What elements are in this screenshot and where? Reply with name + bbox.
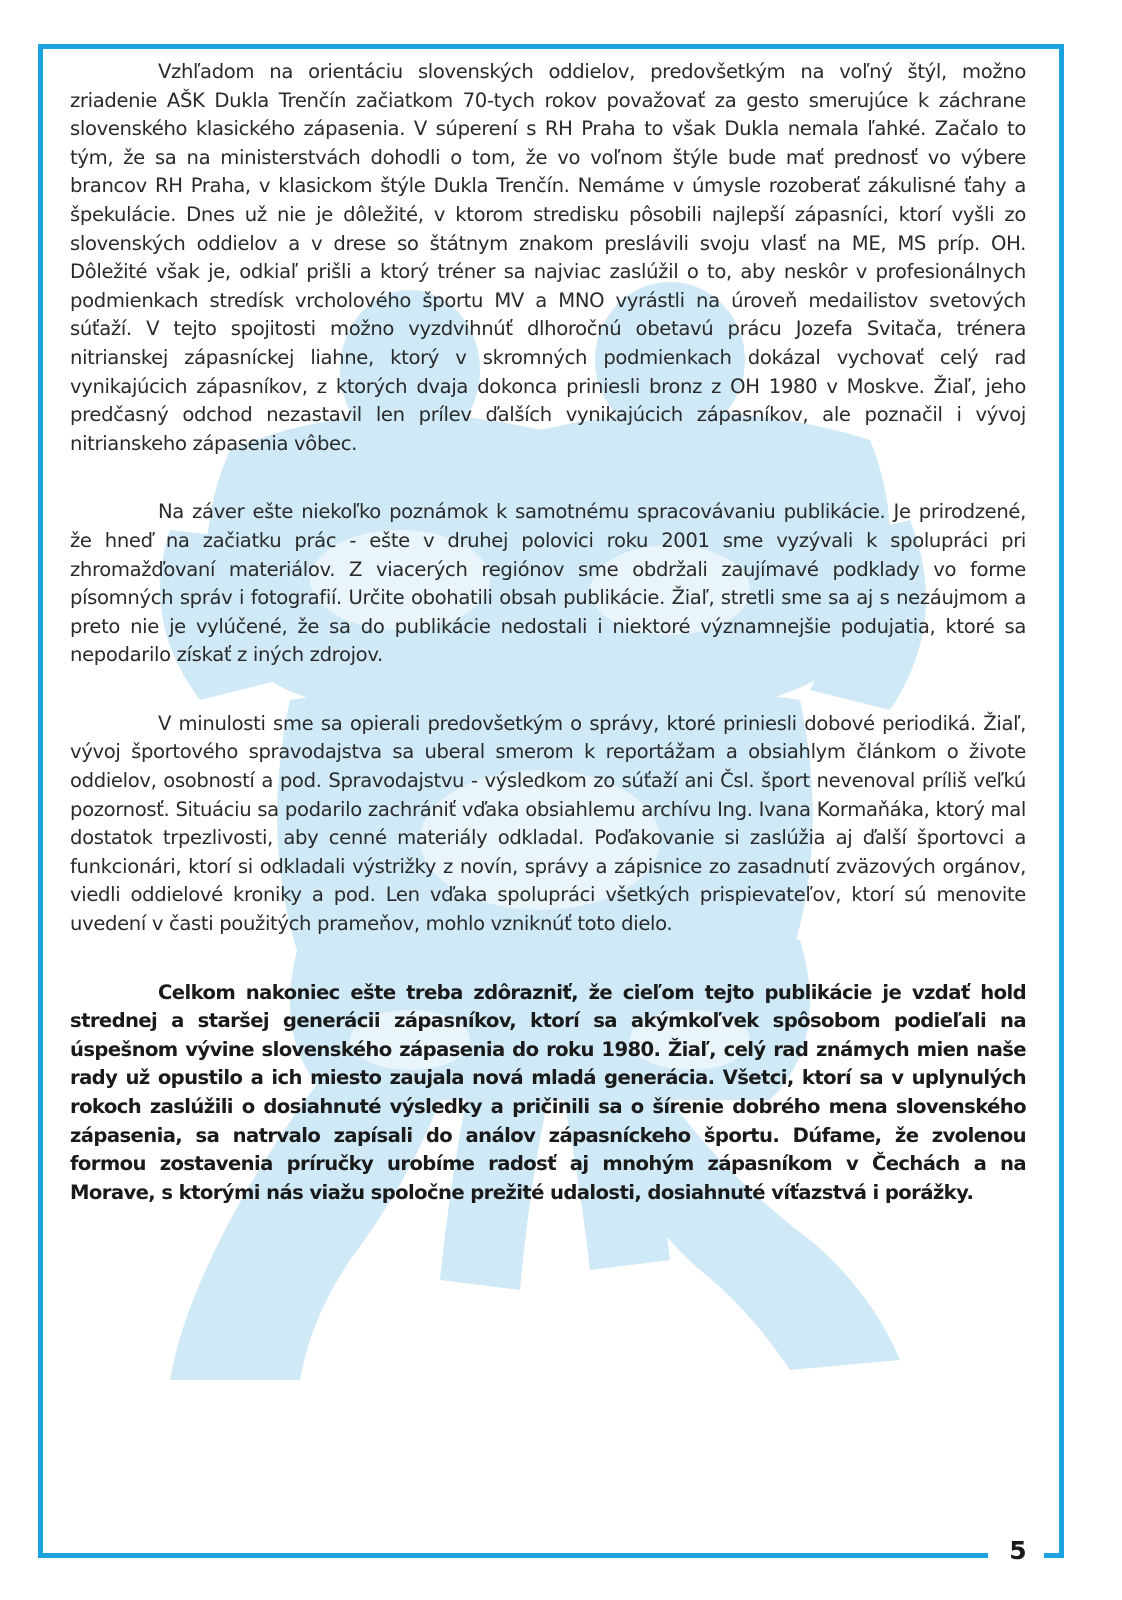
footer-rule-left — [38, 1553, 988, 1558]
paragraph-2: Na záver ešte niekoľko poznámok k samotnému spracovávaniu publikácie. Je prirodzené, že hneď na začiatku prác - ešte v druhej polovici roku 2001 sme vyzývali k spolupráci pri zhromažďovaní materiálov. Z viacerých regiónov sme obdržali zaujímavé podklady vo forme písomných správ i fotografií. Určite obohatili obsah publikácie. Žiaľ, stretli sme sa aj s nezáujmom a preto nie je vylúčené, že sa do publikácie nedostali i niektoré významnejšie podujatia, ktoré sa nepodarilo získať z iných zdrojov. — [70, 500, 1026, 667]
page-number: 5 — [1009, 1536, 1027, 1565]
footer-rule-right — [1044, 1553, 1064, 1558]
paragraph-1: Vzhľadom na orientáciu slovenských oddielov, predovšetkým na voľný štýl, možno zriadenie AŠK Dukla Trenčín začiatkom 70-tych rokov považovať za gesto smerujúce k záchrane slovenského klasického zápasenia. V súperení s RH Praha to však Dukla nemala ľahké. Začalo to tým, že sa na ministerstvách dohodli o tom, že vo voľnom štýle bude mať prednosť vo výbere brancov RH Praha, v klasickom štýle Dukla Trenčín. Nemáme v úmysle rozoberať zákulisné ťahy a špekulácie. Dnes už nie je dôležité, v ktorom stredisku pôsobili najlepší zápasníci, ktorí vyšli zo slovenských oddielov a v drese so štátnym znakom preslávili svoju vlasť na ME, MS príp. OH. Dôležité však je, odkiaľ prišli a ktorý tréner sa najviac zaslúžil o to, aby neskôr v profesionálnych podmienkach stredísk vrcholového športu MV a MNO vyrástli na úroveň medailistov svetových súťaží. V tejto spojitosti možno vyzdvihnúť dlhoročnú obetavú prácu Jozefa Svitača, trénera nitrianskej zápasníckej liahne, ktorý v skromných podmienkach dokázal vychovať celý rad vynikajúcich zápasníkov, z ktorých dvaja dokonca priniesli bronz z OH 1980 v Moskve. Žiaľ, jeho predčasný odchod nezastavil len prílev ďalších vynikajúcich zápasníkov, ale poznačil i vývoj nitrianskeho zápasenia vôbec. — [70, 60, 1026, 455]
paragraph-3: V minulosti sme sa opierali predovšetkým o správy, ktoré priniesli dobové periodiká. Žiaľ, vývoj športového spravodajstva sa uberal smerom k reportážam a obsiahlym článkom o živote oddielov, osobností a pod. Spravodajstvu - výsledkom zo súťaží ani Čsl. šport nevenoval príliš veľkú pozornosť. Situáciu sa podarilo zachrániť vďaka obsiahlemu archívu Ing. Ivana Kormaňáka, ktorý mal dostatok trpezlivosti, aby cenné materiály odkladal. Poďakovanie si zaslúžia aj ďalší športovci a funkcionári, ktorí si odkladali výstrižky z novín, správy a zápisnice zo zasadnutí zväzových orgánov, viedli oddielové kroniky a pod. Len vďaka spolupráci všetkých prispievateľov, ktorí sú menovite uvedení v časti použitých prameňov, mohlo vzniknúť toto dielo. — [70, 711, 1026, 936]
paragraph-4-bold: Celkom nakoniec ešte treba zdôrazniť, že cieľom tejto publikácie je vzdať hold strednej a staršej generácii zápasníkov, ktorí sa akýmkoľvek spôsobom podieľali na úspešnom vývine slovenského zápasenia do roku 1980. Žiaľ, celý rad známych mien naše rady už opustilo a ich miesto zaujala nová mladá generácia. Všetci, ktorí sa v uplynulých rokoch zaslúžili o dosiahnuté výsledky a pričinili sa o šírenie dobrého mena slovenského zápasenia, sa natrvalo zapísali do análov zápasníckeho športu. Dúfame, že zvolenou formou zostavenia príručky urobíme radosť aj mnohým zápasníkom v Čechách a na Morave, s ktorými nás viažu spoločne prežité udalosti, dosiahnuté víťazstvá i porážky. — [70, 980, 1026, 1204]
body-text — [70, 58, 1026, 1247]
